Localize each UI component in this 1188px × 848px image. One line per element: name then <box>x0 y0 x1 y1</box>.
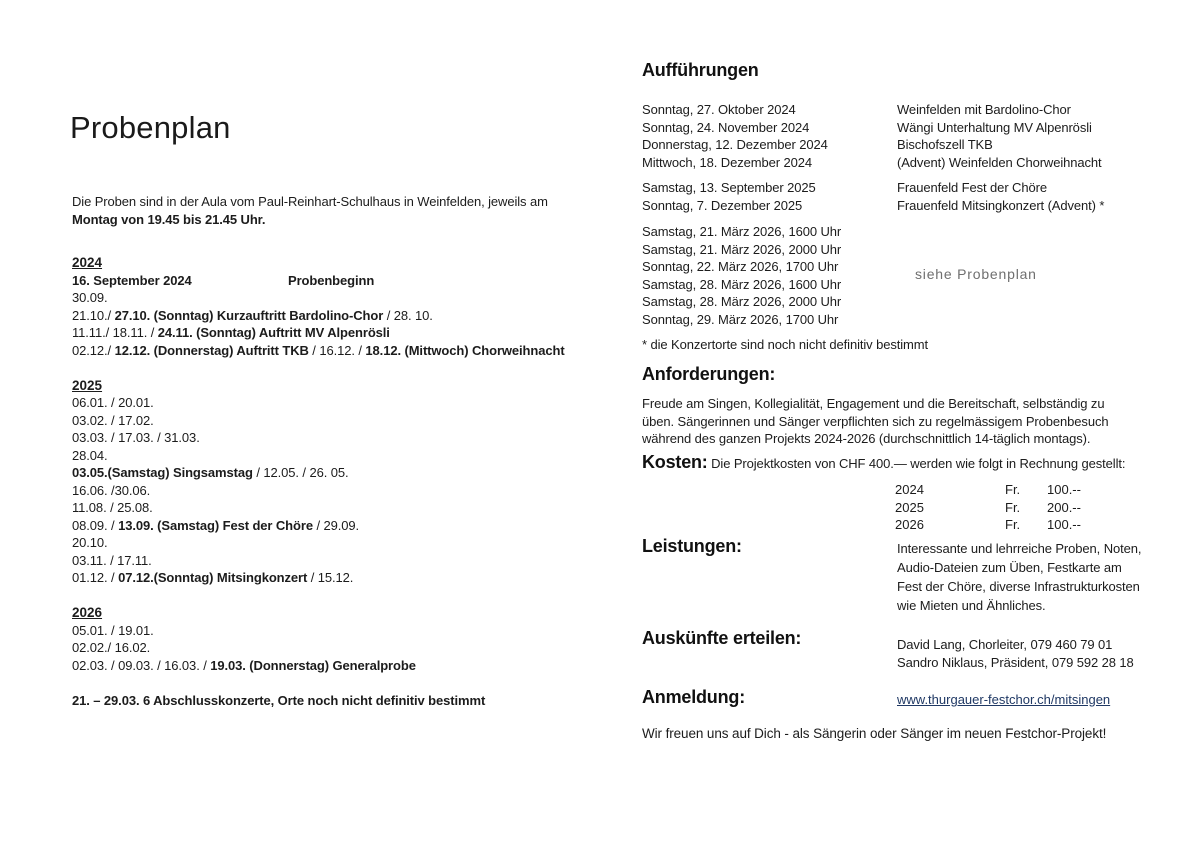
cost-amount: 100.-- <box>1047 482 1081 497</box>
see-rehearsal-plan-note: siehe Probenplan <box>915 266 1037 282</box>
text-line <box>642 413 1108 431</box>
text-segment: / 12.05. / 26. 05. <box>252 465 349 480</box>
cost-year: 2025 <box>895 499 924 515</box>
text-segment: 03.03. / 17.03. / 31.03. <box>72 430 200 445</box>
text-segment: 24.11. (Sonntag) Auftritt MV Alpenrösli <box>157 325 390 340</box>
performance-date: Samstag, 13. September 2025 <box>642 180 816 195</box>
text-segment: 03.02. / 17.02. <box>72 412 154 428</box>
performance-group-2025 <box>642 179 1104 214</box>
text-segment: wie Mieten und Ähnliches. <box>897 598 1046 613</box>
cost-currency: Fr. <box>1005 499 1021 515</box>
text-segment: 13.09. (Samstag) Fest der Chöre <box>118 517 313 533</box>
concert-venues-footnote: * die Konzertorte sind noch nicht definitiv bestimmt <box>642 337 928 352</box>
performance-row <box>642 119 1102 137</box>
registration-heading: Anmeldung: <box>642 687 745 707</box>
performance-row <box>642 179 1104 197</box>
text-line <box>897 636 1134 654</box>
text-segment: 03.11. / 17.11. <box>72 552 152 568</box>
performance-row <box>642 258 897 276</box>
registration-link[interactable]: www.thurgauer-festchor.ch/mitsingen <box>897 692 1111 707</box>
performance-group-2026 <box>642 223 897 328</box>
performance-date: Samstag, 21. März 2026, 1600 Uhr <box>642 224 842 239</box>
benefits-heading: Leistungen: <box>642 536 742 556</box>
text-line <box>72 657 565 675</box>
text-segment: / 15.12. <box>307 570 354 585</box>
text-segment: 16.06. /30.06. <box>72 482 151 498</box>
text-segment: 21.10./ <box>72 307 115 323</box>
text-segment: 11.11./ 18.11. / <box>72 325 158 340</box>
year-heading: 2024 <box>72 255 103 270</box>
cost-row <box>642 481 1081 499</box>
text-segment: 01.12. / <box>72 570 119 585</box>
cost-amount: 100.-- <box>1047 517 1081 532</box>
performance-row <box>642 136 1102 154</box>
closing-invitation: Wir freuen uns auf Dich - als Sängerin oder Sänger im neuen Festchor-Projekt! <box>642 726 1107 741</box>
text-segment: 30.09. <box>72 290 108 305</box>
performance-row <box>642 101 1102 119</box>
text-segment: David Lang, Chorleiter, 079 460 79 01 <box>897 637 1113 652</box>
performance-group-2024 <box>642 101 1102 171</box>
text-segment: 06.01. / 20.01. <box>72 395 154 410</box>
text-line <box>72 193 548 211</box>
text-line <box>72 482 565 500</box>
requirements-paragraph <box>642 395 1108 448</box>
performance-venue: (Advent) Weinfelden Chorweihnacht <box>897 154 1102 170</box>
text-line <box>72 307 565 325</box>
schedule-section-2024 <box>72 254 565 359</box>
text-line <box>897 654 1134 672</box>
text-line <box>72 324 565 342</box>
cost-amount: 200.-- <box>1047 499 1081 515</box>
performance-row <box>642 154 1102 172</box>
cost-row <box>642 499 1081 517</box>
text-segment: 19.03. (Donnerstag) Generalprobe <box>210 657 416 673</box>
text-line <box>72 412 565 430</box>
performance-date: Donnerstag, 12. Dezember 2024 <box>642 137 828 152</box>
text-line <box>72 569 565 587</box>
contacts-heading: Auskünfte erteilen: <box>642 628 802 648</box>
performance-venue: Weinfelden mit Bardolino-Chor <box>897 102 1071 117</box>
text-segment: / 28. 10. <box>383 307 433 323</box>
schedule-closing-line: 21. – 29.03. 6 Abschlusskonzerte, Orte noch nicht definitiv bestimmt <box>72 692 486 708</box>
text-segment: 02.03. / 09.03. / 16.03. / <box>72 657 211 673</box>
schedule-section-2026 <box>72 604 565 674</box>
text-segment: 07.12.(Sonntag) Mitsingkonzert <box>118 570 308 585</box>
text-segment: 16. September 2024 <box>72 272 192 288</box>
text-line <box>897 539 1141 558</box>
text-segment: Sandro Niklaus, Präsident, 079 592 28 18 <box>897 655 1134 670</box>
performance-date: Sonntag, 22. März 2026, 1700 Uhr <box>642 259 839 274</box>
text-line <box>72 639 565 657</box>
costs-heading: Kosten: <box>642 452 708 472</box>
cost-currency: Fr. <box>1005 482 1021 497</box>
schedule-section-2025 <box>72 377 565 587</box>
performance-row <box>642 311 897 329</box>
text-line <box>897 558 1141 577</box>
performance-date: Sonntag, 29. März 2026, 1700 Uhr <box>642 311 839 327</box>
text-segment: 28.04. <box>72 447 108 463</box>
text-segment: Montag von 19.45 bis 21.45 Uhr. <box>72 211 266 227</box>
text-line <box>72 499 565 517</box>
text-line <box>72 447 565 465</box>
year-heading: 2026 <box>72 605 103 620</box>
performance-venue: Frauenfeld Mitsingkonzert (Advent) * <box>897 197 1105 213</box>
cost-currency: Fr. <box>1005 517 1021 532</box>
performance-date: Mittwoch, 18. Dezember 2024 <box>642 154 812 170</box>
contacts-lines <box>897 636 1134 672</box>
performance-date: Samstag, 28. März 2026, 1600 Uhr <box>642 276 842 292</box>
text-segment: 20.10. <box>72 535 108 550</box>
text-line <box>72 464 565 482</box>
performance-row <box>642 276 897 294</box>
performance-date: Sonntag, 7. Dezember 2025 <box>642 197 803 213</box>
text-segment: 12.12. (Donnerstag) Auftritt TKB <box>114 342 309 358</box>
text-segment: 05.01. / 19.01. <box>72 622 154 638</box>
text-segment: 02.02./ 16.02. <box>72 640 151 655</box>
performance-row <box>642 241 897 259</box>
text-segment: während des ganzen Projekts 2024-2026 (durchschnittlich 14-täglich montags). <box>642 431 1091 446</box>
text-segment: 18.12. (Mittwoch) Chorweihnacht <box>365 342 565 358</box>
text-segment: 11.08. / 25.08. <box>72 500 153 515</box>
text-segment: / 29.09. <box>312 517 360 533</box>
text-segment: Freude am Singen, Kollegialität, Engagement und die Bereitschaft, selbständig zu <box>642 396 1105 411</box>
text-line <box>72 622 565 640</box>
performance-venue: Frauenfeld Fest der Chöre <box>897 180 1047 195</box>
text-line <box>72 272 565 290</box>
costs-line <box>642 452 1125 473</box>
text-line <box>642 430 1108 448</box>
text-segment: 02.12./ <box>72 342 115 358</box>
text-segment: Interessante und lehrreiche Proben, Noten, <box>897 541 1142 556</box>
cost-year: 2024 <box>895 482 924 497</box>
text-line <box>72 552 565 570</box>
performance-date: Samstag, 28. März 2026, 2000 Uhr <box>642 294 842 309</box>
text-line <box>897 596 1141 615</box>
text-segment: Fest der Chöre, diverse Infrastrukturkosten <box>897 579 1140 594</box>
performances-heading: Aufführungen <box>642 60 759 80</box>
text-line <box>72 517 565 535</box>
performance-date: Sonntag, 24. November 2024 <box>642 119 810 135</box>
text-segment: Die Proben sind in der Aula vom Paul-Reinhart-Schulhaus in Weinfelden, jeweils am <box>72 194 548 209</box>
benefits-paragraph <box>897 539 1141 615</box>
text-line <box>897 577 1141 596</box>
intro-paragraph <box>72 193 548 228</box>
text-line <box>72 211 548 229</box>
text-segment: Audio-Dateien zum Üben, Festkarte am <box>897 560 1122 575</box>
performance-date: Samstag, 21. März 2026, 2000 Uhr <box>642 241 842 257</box>
performance-row <box>642 223 897 241</box>
text-segment: 03.05.(Samstag) Singsamstag <box>72 465 253 480</box>
text-line <box>642 395 1108 413</box>
text-line <box>72 534 565 552</box>
text-segment: Probenbeginn <box>288 272 375 288</box>
requirements-heading: Anforderungen: <box>642 364 776 384</box>
text-line <box>72 429 565 447</box>
text-line <box>72 289 565 307</box>
year-heading: 2025 <box>72 377 103 393</box>
performance-venue: Wängi Unterhaltung MV Alpenrösli <box>897 119 1092 135</box>
cost-row <box>642 516 1081 534</box>
text-segment: 08.09. / <box>72 517 119 533</box>
performance-venue: Bischofszell TKB <box>897 137 993 152</box>
text-line <box>72 394 565 412</box>
page-title: Probenplan <box>70 110 231 145</box>
performance-row <box>642 197 1104 215</box>
text-segment: üben. Sängerinnen und Sänger verpflichten sich zu regelmässigem Probenbesuch <box>642 413 1109 429</box>
performance-row <box>642 293 897 311</box>
text-line <box>72 342 565 360</box>
text-segment: / 16.12. / <box>308 342 366 358</box>
costs-text: Die Projektkosten von CHF 400.— werden wie folgt in Rechnung gestellt: <box>707 456 1126 471</box>
text-segment: 27.10. (Sonntag) Kurzauftritt Bardolino-Chor <box>114 307 384 323</box>
cost-year: 2026 <box>895 517 924 532</box>
cost-table <box>642 481 1081 534</box>
performance-date: Sonntag, 27. Oktober 2024 <box>642 102 796 117</box>
schedule-sections <box>72 254 565 709</box>
